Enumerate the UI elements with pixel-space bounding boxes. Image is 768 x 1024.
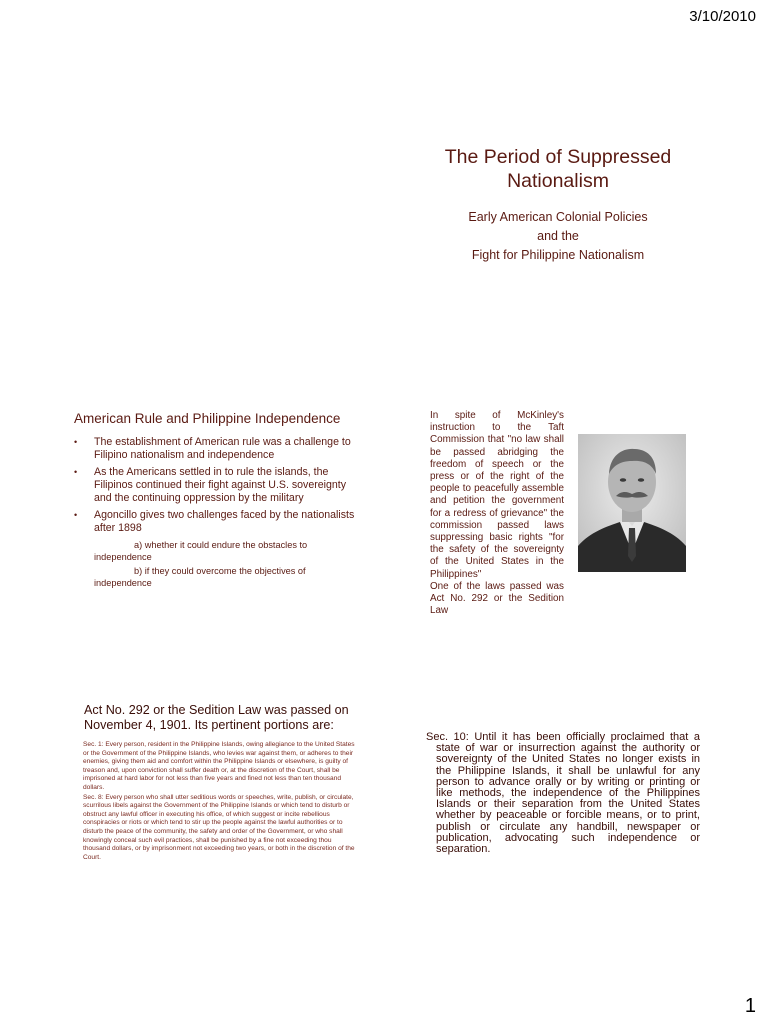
slide-section-10 <box>400 720 716 920</box>
bullet-text: The establishment of American rule was a challenge to Filipino nationalism and independence <box>94 436 351 461</box>
slide-mckinley-instruction <box>400 400 716 640</box>
sub-item: b) if they could overcome the objectives of independence <box>94 566 306 588</box>
bullet-item <box>62 436 359 462</box>
bullet-text: As the Americans settled in to rule the islands, the Filipinos continued their fight against U.S. sovereignty and the continuing oppression by the military <box>94 466 347 504</box>
slide-3-main-text: In spite of McKinley's instruction to the Taft Commission that "no law shall be passed abridging the freedom of speech or the press or of the right of the people to peacefully assemble and petition the government for a redress of grievance" the commission passed laws suppressing basic rights "for the safety of the sovereignty of the United States in the Philippines" <box>430 410 564 580</box>
law-section: Sec. 1: Every person, resident in the Philippine Islands, owing allegiance to the United States or the Government of the Philippine Islands, who levies war against them, or adheres to their enemies, giving them aid and comfort within the Philippine Islands or elsewhere, is guilty of treason and, upon conviction shall suffer death or, at the discretion of the Court, shall be imprisoned at hard labor for not less than five years and fined not less than ten thousand dollars. <box>83 741 355 791</box>
subtitle-line: Early American Colonial Policies <box>468 210 648 224</box>
slide-5-text: Sec. 10: Until it has been officially proclaimed that a state of war or insurrection against the authority or sovereignty of the United States no longer exists in the Philippine Islands, it shall be unlawful for any person to advance orally or by writing or printing or like methods, the independence of the Philippines Islands or their separation from the United States whether by peaceable or forcible means, or to print, publish or circulate any handbill, newspaper or publication, advocating such independence or separation. <box>426 731 700 856</box>
slide-1-subtitle <box>400 208 716 265</box>
law-section: Sec. 8: Every person who shall utter seditious words or speeches, write, publish, or circulate, scurrilous libels against the Government of the Philippine Islands or which tend to disturb or obstruct any lawful officer in executing his office, of which suggest or incite rebellious conspiracies or riots or which tend to stir up the people against the lawful authorities or to disturb the peace of the community, the safety and order of the Government, or who shall knowingly conceal such evil practices, shall be punished by a fine not exceeding thou thousand dollars, or by imprisonment not exceeding two years, or both in the discretion of the Court. <box>83 793 355 861</box>
slide-3-tail-text: One of the laws passed was Act No. 292 or the Sedition Law <box>430 580 564 617</box>
page-number: 1 <box>744 995 756 1017</box>
slide-1-title: The Period of Suppressed Nationalism <box>444 146 672 192</box>
handout-date: 3/10/2010 <box>689 8 756 25</box>
slide-2-title: American Rule and Philippine Independence <box>74 411 341 426</box>
portrait-photo-icon <box>578 434 686 572</box>
bullet-item <box>62 509 359 535</box>
bullet-icon: • <box>74 510 78 520</box>
subtitle-line: and the <box>537 229 579 243</box>
slide-american-rule <box>62 400 362 660</box>
portrait-photo <box>578 434 686 572</box>
bullet-icon: • <box>74 467 78 477</box>
bullet-item <box>62 466 359 505</box>
slide-4-title: Act No. 292 or the Sedition Law was passed on November 4, 1901. Its pertinent portions are: <box>84 703 349 732</box>
bullet-text: Agoncillo gives two challenges faced by the nationalists after 1898 <box>94 509 355 534</box>
slide-3-text <box>430 410 564 617</box>
bullet-list <box>62 436 362 535</box>
slide-title <box>400 100 716 330</box>
sub-item: a) whether it could endure the obstacles to independence <box>94 540 308 562</box>
bullet-icon: • <box>74 437 78 447</box>
subtitle-line: Fight for Philippine Nationalism <box>471 248 645 262</box>
slide-sedition-law <box>62 695 362 915</box>
slide-4-body <box>62 741 362 862</box>
